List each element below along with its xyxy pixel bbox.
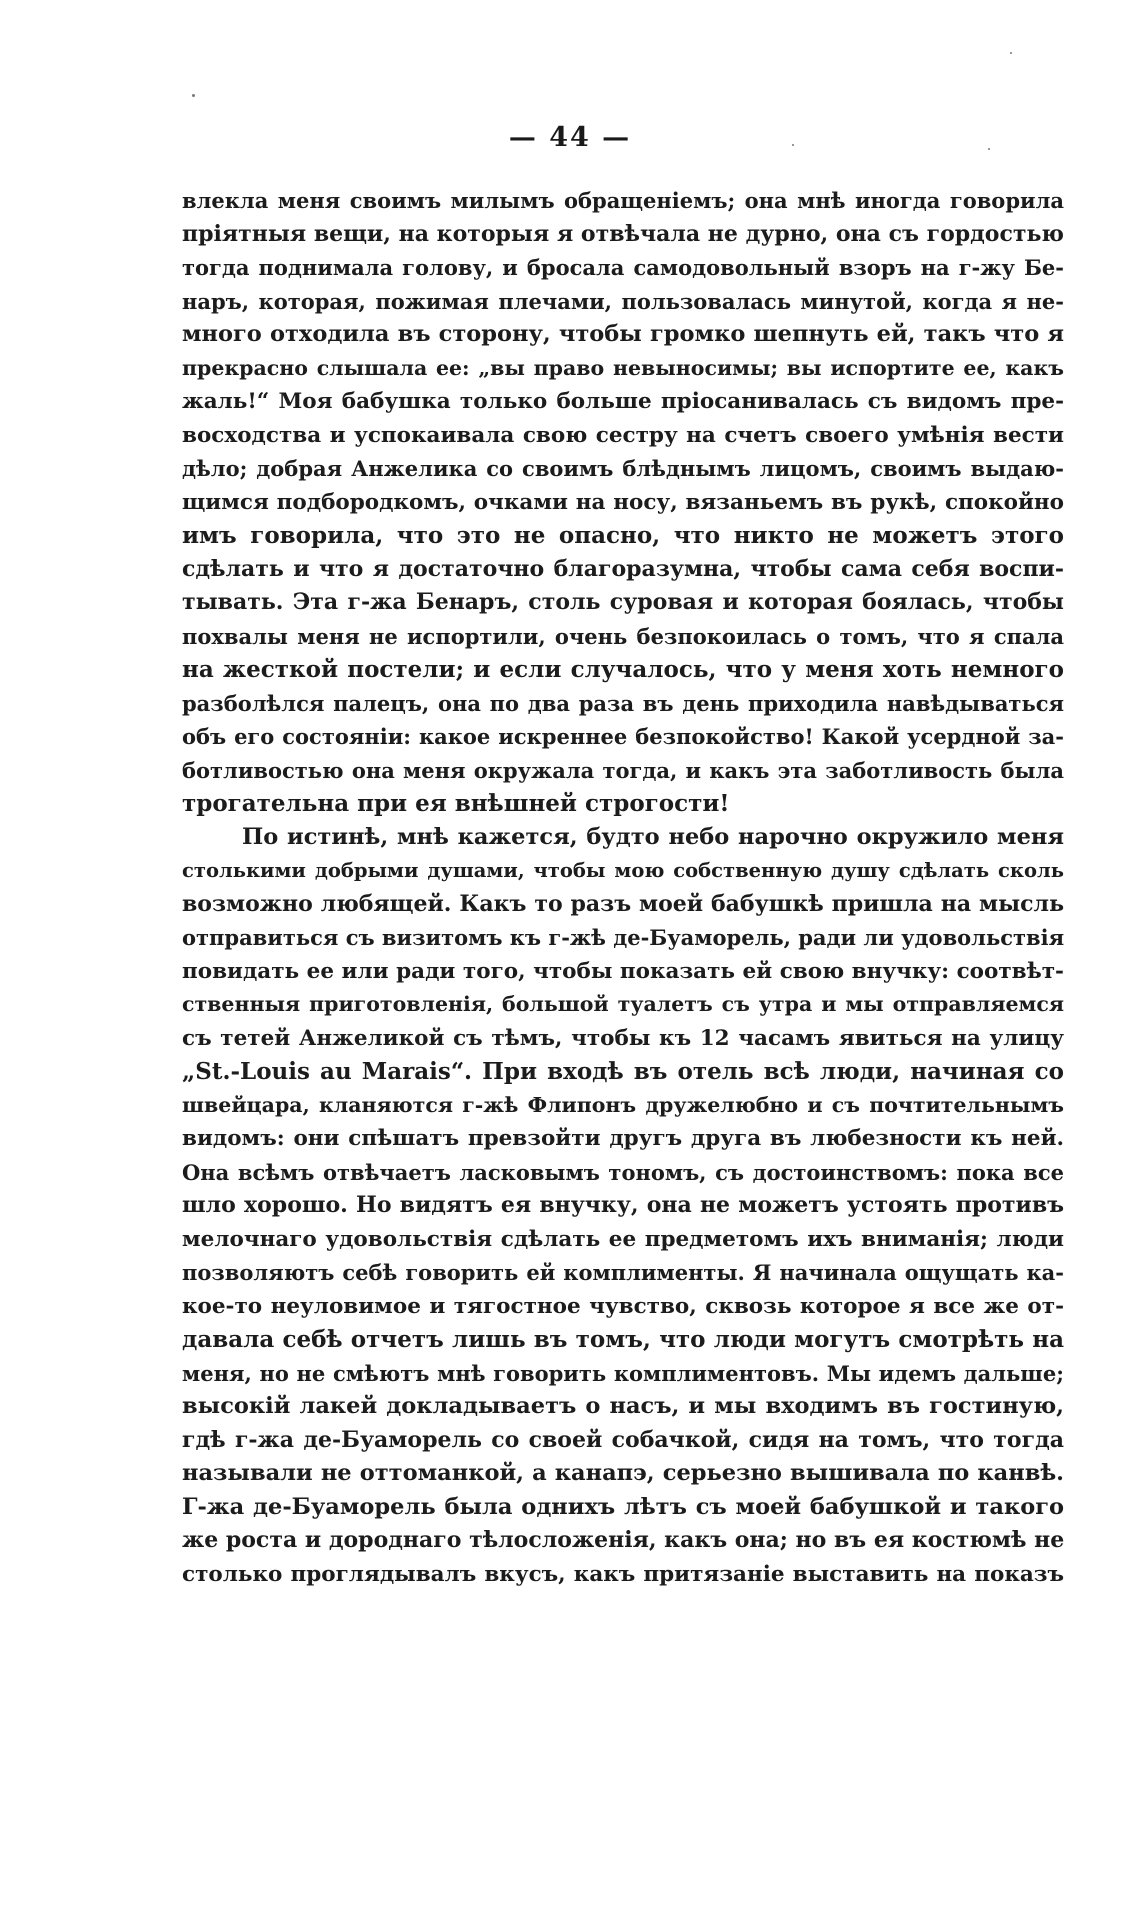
text-line: столько проглядывалъ вкусъ, какъ притязаніе выставить на показъ xyxy=(182,1561,1064,1587)
text-line: щимся подбородкомъ, очками на носу, вязаньемъ въ рукѣ, спокойно xyxy=(182,489,1064,515)
paper-speck xyxy=(192,94,195,97)
text-line: съ тетей Анжеликой съ тѣмъ, чтобы къ 12 часамъ явиться на улицу xyxy=(182,1025,1064,1051)
text-line: трогательна при ея внѣшней строгости! xyxy=(182,790,730,817)
text-line: пріятныя вещи, на которыя я отвѣчала не дурно, она съ гордостью xyxy=(182,220,1064,247)
text-line: давала себѣ отчетъ лишь въ томъ, что люди могутъ смотрѣть на xyxy=(182,1326,1064,1353)
text-line: тывать. Эта г-жа Бенаръ, столь суровая и которая боялась, чтобы xyxy=(182,589,1064,615)
text-line: возможно любящей. Какъ то разъ моей бабушкѣ пришла на мысль xyxy=(182,890,1064,917)
text-line: ственныя приготовленія, большой туалетъ съ утра и мы отправляемся xyxy=(182,992,1064,1016)
text-line: гдѣ г-жа де-Буаморель со своей собачкой, сидя на томъ, что тогда xyxy=(182,1426,1064,1453)
text-line: столькими добрыми душами, чтобы мою собственную душу сдѣлать сколь xyxy=(182,859,1064,882)
text-line: отправиться съ визитомъ къ г-жѣ де-Буаморель, ради ли удовольствія xyxy=(182,925,1064,950)
text-line: наръ, которая, пожимая плечами, пользовалась минутой, когда я не- xyxy=(182,288,1064,314)
text-line: „St.-Louis au Marais“. При входѣ въ отель всѣ люди, начиная со xyxy=(182,1058,1064,1085)
text-line: жаль!“ Моя бабушка только больше пріосанивалась съ видомъ пре- xyxy=(182,389,1064,414)
text-line: высокій лакей докладываетъ о насъ, и мы входимъ въ гостиную, xyxy=(182,1393,1064,1419)
text-line: меня, но не смѣютъ мнѣ говорить комплиментовъ. Мы идемъ дальше; xyxy=(182,1360,1064,1386)
text-line: повидать ее или ради того, чтобы показать ей свою внучку: соотвѣт- xyxy=(182,958,1064,984)
text-line: похвалы меня не испортили, очень безпокоилась о томъ, что я спала xyxy=(182,623,1064,649)
text-line: на жесткой постели; и если случалось, что у меня хоть немного xyxy=(182,656,1064,683)
paper-speck xyxy=(792,144,794,146)
text-line: много отходила въ сторону, чтобы громко шепнуть ей, такъ что я xyxy=(182,321,1064,347)
text-line: разболѣлся палецъ, она по два раза въ день приходила навѣдываться xyxy=(182,690,1064,716)
text-line: По истинѣ, мнѣ кажется, будто небо нарочно окружило меня xyxy=(242,823,1064,850)
text-line: тогда поднимала голову, и бросала самодовольный взоръ на г-жу Бе- xyxy=(182,255,1064,280)
text-line: швейцара, кланяются г-жѣ Флипонъ дружелюбно и съ почтительнымъ xyxy=(182,1092,1064,1117)
text-line: ботливостью она меня окружала тогда, и какъ эта заботливость была xyxy=(182,757,1064,783)
text-line: прекрасно слышала ее: „вы право невыносимы; вы испортите ее, какъ xyxy=(182,355,1064,380)
text-line: шло хорошо. Но видятъ ея внучку, она не можетъ устоять противъ xyxy=(182,1192,1064,1218)
text-line: Она всѣмъ отвѣчаетъ ласковымъ тономъ, съ достоинствомъ: пока все xyxy=(182,1159,1064,1185)
text-line: видомъ: они спѣшатъ превзойти другъ друга въ любезности къ ней. xyxy=(182,1126,1064,1151)
text-line: влекла меня своимъ милымъ обращеніемъ; она мнѣ иногда говорила xyxy=(182,188,1064,213)
text-line: же роста и дороднаго тѣлосложенія, какъ она; но въ ея костюмѣ не xyxy=(182,1527,1064,1553)
body-text xyxy=(182,184,1064,1591)
text-line: позволяютъ себѣ говорить ей комплименты. Я начинала ощущать ка- xyxy=(182,1260,1064,1285)
text-line: восходства и успокаивала свою сестру на счетъ своего умѣнія вести xyxy=(182,422,1064,448)
text-line: объ его состояніи: какое искреннее безпокойство! Какой усердной за- xyxy=(182,724,1064,749)
paper-speck xyxy=(1010,52,1012,54)
text-line: Г-жа де-Буаморель была однихъ лѣтъ съ моей бабушкой и такого xyxy=(182,1493,1064,1520)
paper-speck xyxy=(988,148,990,150)
text-line: кое-то неуловимое и тягостное чувство, сквозь которое я все же от- xyxy=(182,1293,1064,1319)
text-line: мелочнаго удовольствія сдѣлать ее предметомъ ихъ вниманія; люди xyxy=(182,1226,1064,1252)
page-number: — 44 — xyxy=(508,122,632,153)
text-line: дѣло; добрая Анжелика со своимъ блѣднымъ лицомъ, своимъ выдаю- xyxy=(182,456,1064,481)
text-line: сдѣлать и что я достаточно благоразумна, чтобы сама себя воспи- xyxy=(182,555,1064,582)
text-line: имъ говорила, что это не опасно, что никто не можетъ этого xyxy=(182,522,1064,549)
text-line: называли не оттоманкой, а канапэ, серьезно вышивала по канвѣ. xyxy=(182,1460,1064,1486)
